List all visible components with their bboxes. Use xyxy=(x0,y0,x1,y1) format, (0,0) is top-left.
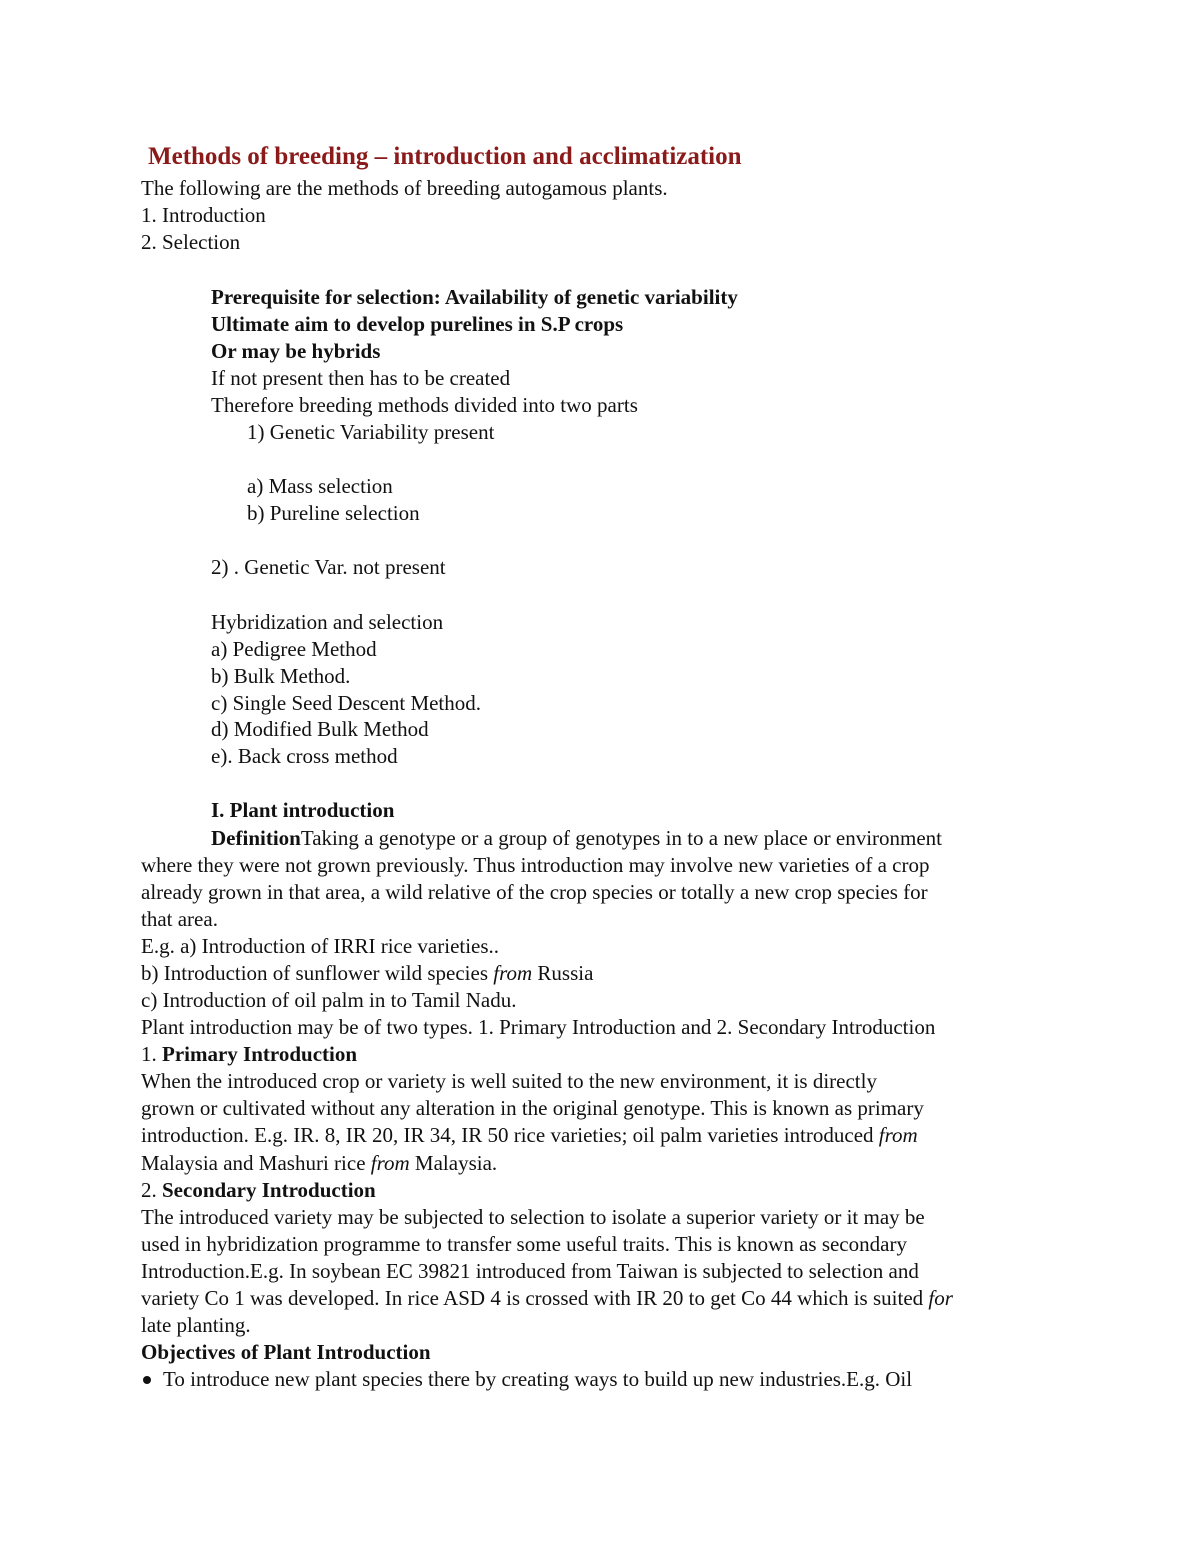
definition-line-1 xyxy=(211,825,942,852)
secondary-line-5: late planting. xyxy=(141,1313,251,1337)
intro-line: The following are the methods of breeding autogamous plants. xyxy=(141,176,668,200)
example-a: E.g. a) Introduction of IRRI rice varieties.. xyxy=(141,934,500,958)
definition-label: Definition xyxy=(211,826,301,850)
method-item-2: 2. Selection xyxy=(141,230,241,254)
plant-introduction-heading: I. Plant introduction xyxy=(211,798,395,822)
modified-bulk-item: d) Modified Bulk Method xyxy=(211,717,429,741)
definition-line-4: that area. xyxy=(141,907,218,931)
primary-line-1: When the introduced crop or variety is well suited to the new environment, it is directly xyxy=(141,1069,877,1093)
genetic-variability-present: 1) Genetic Variability present xyxy=(247,420,495,444)
primary-heading-text: Primary Introduction xyxy=(162,1042,358,1066)
secondary-introduction-heading xyxy=(141,1177,376,1204)
types-line: Plant introduction may be of two types. 1. Primary Introduction and 2. Secondary Introduction xyxy=(141,1015,936,1039)
secondary-number: 2. xyxy=(141,1178,162,1202)
therefore-line: Therefore breeding methods divided into two parts xyxy=(211,393,638,417)
primary-line-4-end: Malaysia. xyxy=(409,1151,498,1175)
ssd-method-item: c) Single Seed Descent Method. xyxy=(211,691,482,715)
hybridization-selection: Hybridization and selection xyxy=(211,610,444,634)
primary-line-4-text: Malaysia and Mashuri rice xyxy=(141,1151,371,1175)
primary-line-4 xyxy=(141,1150,497,1177)
prerequisite-line: Prerequisite for selection: Availability of genetic variability xyxy=(211,285,738,309)
pureline-selection-item: b) Pureline selection xyxy=(247,501,420,525)
secondary-line-3: Introduction.E.g. In soybean EC 39821 introduced from Taiwan is subjected to selection and xyxy=(141,1259,919,1283)
hybrids-line: Or may be hybrids xyxy=(211,339,381,363)
secondary-line-4-for: for xyxy=(928,1286,953,1310)
example-b-end: Russia xyxy=(532,961,594,985)
secondary-line-2: used in hybridization programme to transfer some useful traits. This is known as secondary xyxy=(141,1232,907,1256)
secondary-heading-text: Secondary Introduction xyxy=(162,1178,376,1202)
example-c: c) Introduction of oil palm in to Tamil Nadu. xyxy=(141,988,517,1012)
if-not-line: If not present then has to be created xyxy=(211,366,511,390)
primary-line-3-text: introduction. E.g. IR. 8, IR 20, IR 34, IR 50 rice varieties; oil palm varieties introduced xyxy=(141,1123,879,1147)
bulk-method-item: b) Bulk Method. xyxy=(211,664,351,688)
definition-line-2: where they were not grown previously. Thus introduction may involve new varieties of a crop xyxy=(141,853,930,877)
mass-selection-item: a) Mass selection xyxy=(247,474,393,498)
primary-line-2: grown or cultivated without any alteration in the original genotype. This is known as primary xyxy=(141,1096,924,1120)
method-item-1: 1. Introduction xyxy=(141,203,266,227)
primary-line-4-from: from xyxy=(370,1151,410,1175)
objectives-heading: Objectives of Plant Introduction xyxy=(141,1340,431,1364)
pedigree-method-item: a) Pedigree Method xyxy=(211,637,377,661)
secondary-line-1: The introduced variety may be subjected to selection to isolate a superior variety or it may be xyxy=(141,1205,925,1229)
objective-item-1: To introduce new plant species there by creating ways to build up new industries.E.g. Oil xyxy=(163,1367,913,1391)
example-b xyxy=(141,960,593,987)
aim-line: Ultimate aim to develop purelines in S.P crops xyxy=(211,312,624,336)
backcross-item: e). Back cross method xyxy=(211,744,398,768)
primary-number: 1. xyxy=(141,1042,162,1066)
primary-line-3-from: from xyxy=(878,1123,918,1147)
secondary-line-4-text: variety Co 1 was developed. In rice ASD 4 is crossed with IR 20 to get Co 44 which is suited xyxy=(141,1286,929,1310)
primary-line-3 xyxy=(141,1122,918,1149)
genetic-var-not-present: 2) . Genetic Var. not present xyxy=(211,555,446,579)
example-b-text: b) Introduction of sunflower wild species xyxy=(141,961,494,985)
bullet-icon xyxy=(143,1376,151,1384)
secondary-line-4 xyxy=(141,1285,953,1312)
example-b-from: from xyxy=(493,961,533,985)
definition-text: Taking a genotype or a group of genotypes in to a new place or environment xyxy=(300,826,943,850)
document-title: Methods of breeding – introduction and acclimatization xyxy=(148,143,742,170)
primary-introduction-heading xyxy=(141,1041,357,1068)
definition-line-3: already grown in that area, a wild relative of the crop species or totally a new crop species for xyxy=(141,880,928,904)
